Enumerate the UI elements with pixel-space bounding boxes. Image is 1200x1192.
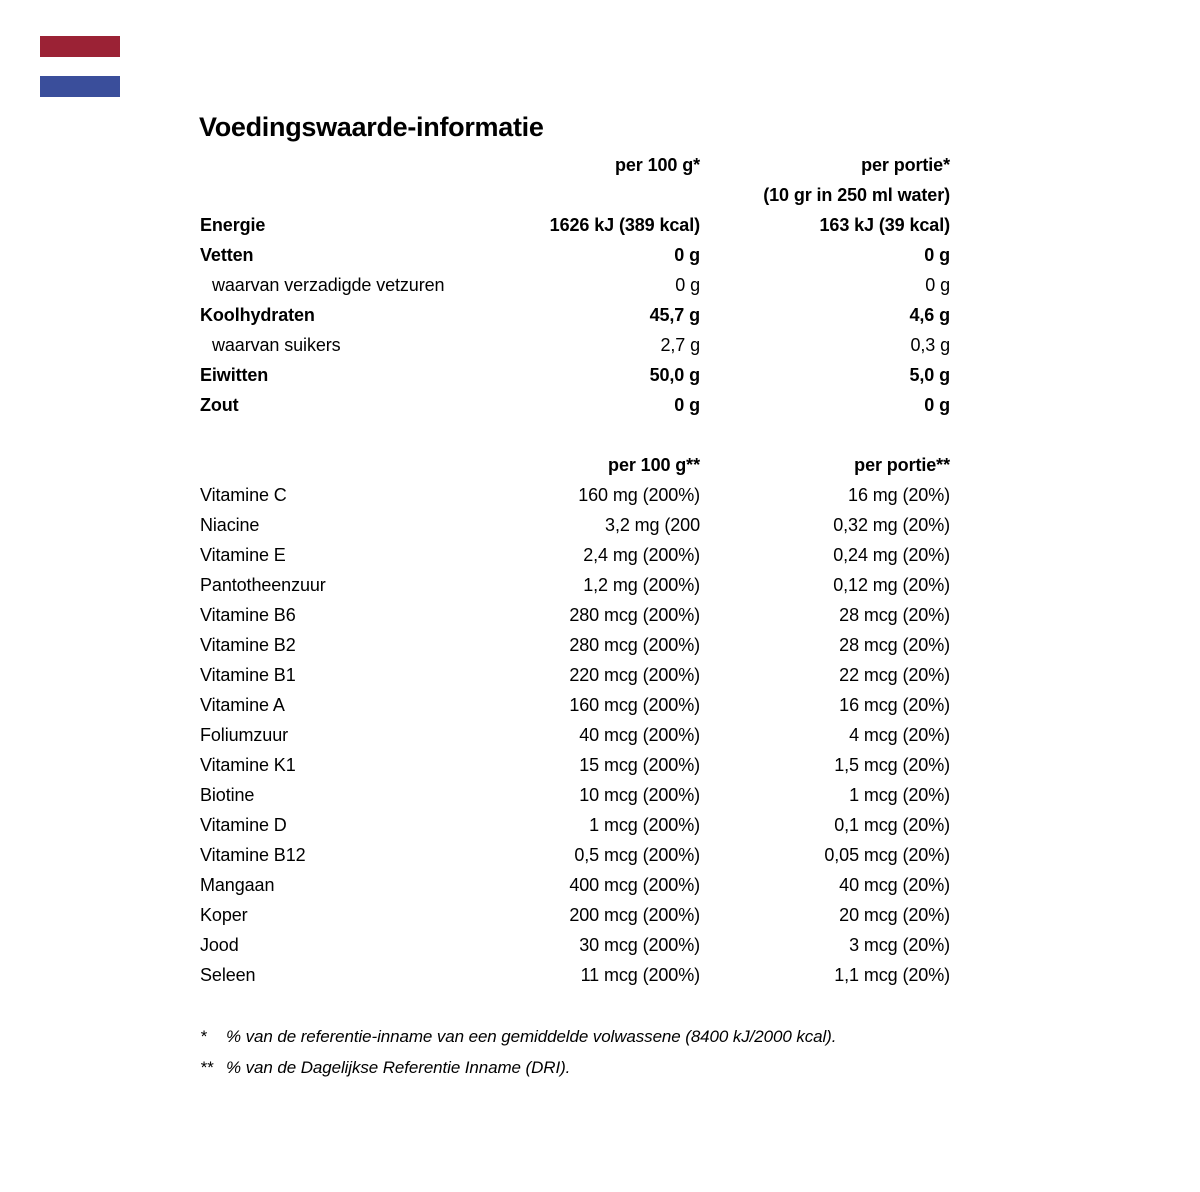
nutrient-label: Vitamine C xyxy=(200,485,287,505)
table-row xyxy=(200,390,950,420)
micro-header-row xyxy=(200,450,950,480)
table-row xyxy=(200,930,950,960)
table-row xyxy=(200,570,950,600)
nutrient-label: Eiwitten xyxy=(200,365,269,385)
table-row xyxy=(200,960,950,990)
table-row xyxy=(200,600,950,630)
per-100g-header: per 100 g** xyxy=(608,455,700,475)
per-100g-value: 2,7 g xyxy=(660,335,700,355)
nutrient-label: Seleen xyxy=(200,965,256,985)
per-portie-value: 163 kJ (39 kcal) xyxy=(819,215,950,235)
nutrient-label: waarvan suikers xyxy=(212,335,341,355)
table-row xyxy=(200,210,950,240)
nutrient-label: Vitamine K1 xyxy=(200,755,296,775)
per-100g-value: 1626 kJ (389 kcal) xyxy=(549,215,700,235)
per-portie-value: 4,6 g xyxy=(909,305,950,325)
footnote-marker: ** xyxy=(200,1058,214,1077)
footnote-dri xyxy=(200,1052,980,1083)
per-100g-value: 40 mcg (200%) xyxy=(579,725,700,745)
nutrient-label: waarvan verzadigde vetzuren xyxy=(212,275,445,295)
nutrient-label: Vitamine B2 xyxy=(200,635,296,655)
per-100g-value: 30 mcg (200%) xyxy=(579,935,700,955)
macro-header-row xyxy=(200,150,950,180)
per-100g-value: 11 mcg (200%) xyxy=(580,965,700,985)
nutrient-label: Energie xyxy=(200,215,266,235)
per-100g-value: 1,2 mg (200%) xyxy=(583,575,700,595)
per-portie-value: 0,12 mg (20%) xyxy=(833,575,950,595)
per-100g-value: 0 g xyxy=(674,245,700,265)
table-row xyxy=(200,270,950,300)
nutrient-label: Vitamine B1 xyxy=(200,665,296,685)
nutrient-label: Foliumzuur xyxy=(200,725,289,745)
table-row xyxy=(200,240,950,270)
per-portie-value: 28 mcg (20%) xyxy=(839,605,950,625)
spacer xyxy=(200,180,480,210)
table-row xyxy=(200,360,950,390)
per-100g-value: 160 mcg (200%) xyxy=(569,695,700,715)
page-title: Voedingswaarde-informatie xyxy=(199,112,544,142)
table-row xyxy=(200,720,950,750)
per-100g-value: 0,5 mcg (200%) xyxy=(574,845,700,865)
per-100g-value: 3,2 mg (200 xyxy=(605,515,700,535)
per-100g-value: 280 mcg (200%) xyxy=(569,605,700,625)
per-portie-value: 40 mcg (20%) xyxy=(839,875,950,895)
per-portie-value: 0,3 g xyxy=(910,335,950,355)
table-row xyxy=(200,540,950,570)
table-row xyxy=(200,900,950,930)
per-100g-value: 2,4 mg (200%) xyxy=(583,545,700,565)
per-portie-value: 1 mcg (20%) xyxy=(849,785,950,805)
nutrient-label: Koper xyxy=(200,905,248,925)
per-portie-value: 16 mcg (20%) xyxy=(839,695,950,715)
footnotes xyxy=(200,1021,980,1083)
table-row xyxy=(200,690,950,720)
footnote-text: % van de Dagelijkse Referentie Inname (DRI). xyxy=(226,1058,571,1077)
nutrient-label: Vitamine B12 xyxy=(200,845,306,865)
spacer xyxy=(200,150,480,180)
per-portie-value: 20 mcg (20%) xyxy=(839,905,950,925)
nutrient-label: Vitamine E xyxy=(200,545,286,565)
macro-nutrition-table xyxy=(200,150,950,420)
nutrient-label: Mangaan xyxy=(200,875,275,895)
per-100g-value: 280 mcg (200%) xyxy=(569,635,700,655)
nutrient-label: Vetten xyxy=(200,245,254,265)
per-portie-value: 28 mcg (20%) xyxy=(839,635,950,655)
per-portie-value: 22 mcg (20%) xyxy=(839,665,950,685)
table-row xyxy=(200,630,950,660)
nutrient-label: Niacine xyxy=(200,515,260,535)
nutrient-label: Jood xyxy=(200,935,239,955)
per-portie-value: 0,1 mcg (20%) xyxy=(834,815,950,835)
per-portie-value: 16 mg (20%) xyxy=(848,485,950,505)
nutrient-label: Zout xyxy=(200,395,239,415)
footnote-text: % van de referentie-inname van een gemiddelde volwassene (8400 kJ/2000 kcal). xyxy=(226,1027,837,1046)
per-100g-value: 200 mcg (200%) xyxy=(569,905,700,925)
per-100g-header: per 100 g* xyxy=(614,155,700,175)
per-100g-value: 0 g xyxy=(674,395,700,415)
per-portie-value: 1,1 mcg (20%) xyxy=(834,965,950,985)
per-portie-value: 0 g xyxy=(924,395,950,415)
table-row xyxy=(200,300,950,330)
table-row xyxy=(200,750,950,780)
nutrient-label: Vitamine D xyxy=(200,815,287,835)
nutrient-label: Biotine xyxy=(200,785,255,805)
per-portie-value: 3 mcg (20%) xyxy=(849,935,950,955)
per-portie-subheader: (10 gr in 250 ml water) xyxy=(763,185,950,205)
per-100g-value: 400 mcg (200%) xyxy=(569,875,700,895)
per-portie-value: 1,5 mcg (20%) xyxy=(834,755,950,775)
per-portie-value: 0,24 mg (20%) xyxy=(833,545,950,565)
per-100g-value: 0 g xyxy=(675,275,700,295)
per-100g-value: 15 mcg (200%) xyxy=(579,755,700,775)
nutrient-label: Vitamine B6 xyxy=(200,605,296,625)
table-row xyxy=(200,870,950,900)
per-portie-value: 0,32 mg (20%) xyxy=(833,515,950,535)
per-100g-value: 45,7 g xyxy=(649,305,700,325)
table-row xyxy=(200,810,950,840)
spacer xyxy=(200,450,480,480)
nutrient-label: Koolhydraten xyxy=(200,305,315,325)
per-100g-value: 10 mcg (200%) xyxy=(579,785,700,805)
per-portie-value: 0 g xyxy=(925,275,950,295)
flag-blue-band xyxy=(40,76,120,97)
table-row xyxy=(200,660,950,690)
per-portie-value: 5,0 g xyxy=(909,365,950,385)
per-100g-value: 50,0 g xyxy=(649,365,700,385)
flag-red-band xyxy=(40,36,120,57)
per-100g-value: 220 mcg (200%) xyxy=(569,665,700,685)
footnote-reference-intake xyxy=(200,1021,980,1052)
per-100g-value: 160 mg (200%) xyxy=(578,485,700,505)
per-portie-value: 4 mcg (20%) xyxy=(849,725,950,745)
netherlands-flag-icon xyxy=(40,36,120,97)
nutrient-label: Pantotheenzuur xyxy=(200,575,326,595)
micro-nutrition-table xyxy=(200,450,950,990)
table-row xyxy=(200,480,950,510)
spacer xyxy=(480,180,700,210)
table-row xyxy=(200,780,950,810)
nutrient-label: Vitamine A xyxy=(200,695,285,715)
per-portie-header: per portie* xyxy=(861,155,950,175)
per-portie-value: 0 g xyxy=(924,245,950,265)
table-row xyxy=(200,330,950,360)
table-row xyxy=(200,510,950,540)
footnote-marker: * xyxy=(200,1027,207,1046)
per-100g-value: 1 mcg (200%) xyxy=(589,815,700,835)
per-portie-header: per portie** xyxy=(854,455,950,475)
macro-subheader-row xyxy=(200,180,950,210)
per-portie-value: 0,05 mcg (20%) xyxy=(824,845,950,865)
table-row xyxy=(200,840,950,870)
